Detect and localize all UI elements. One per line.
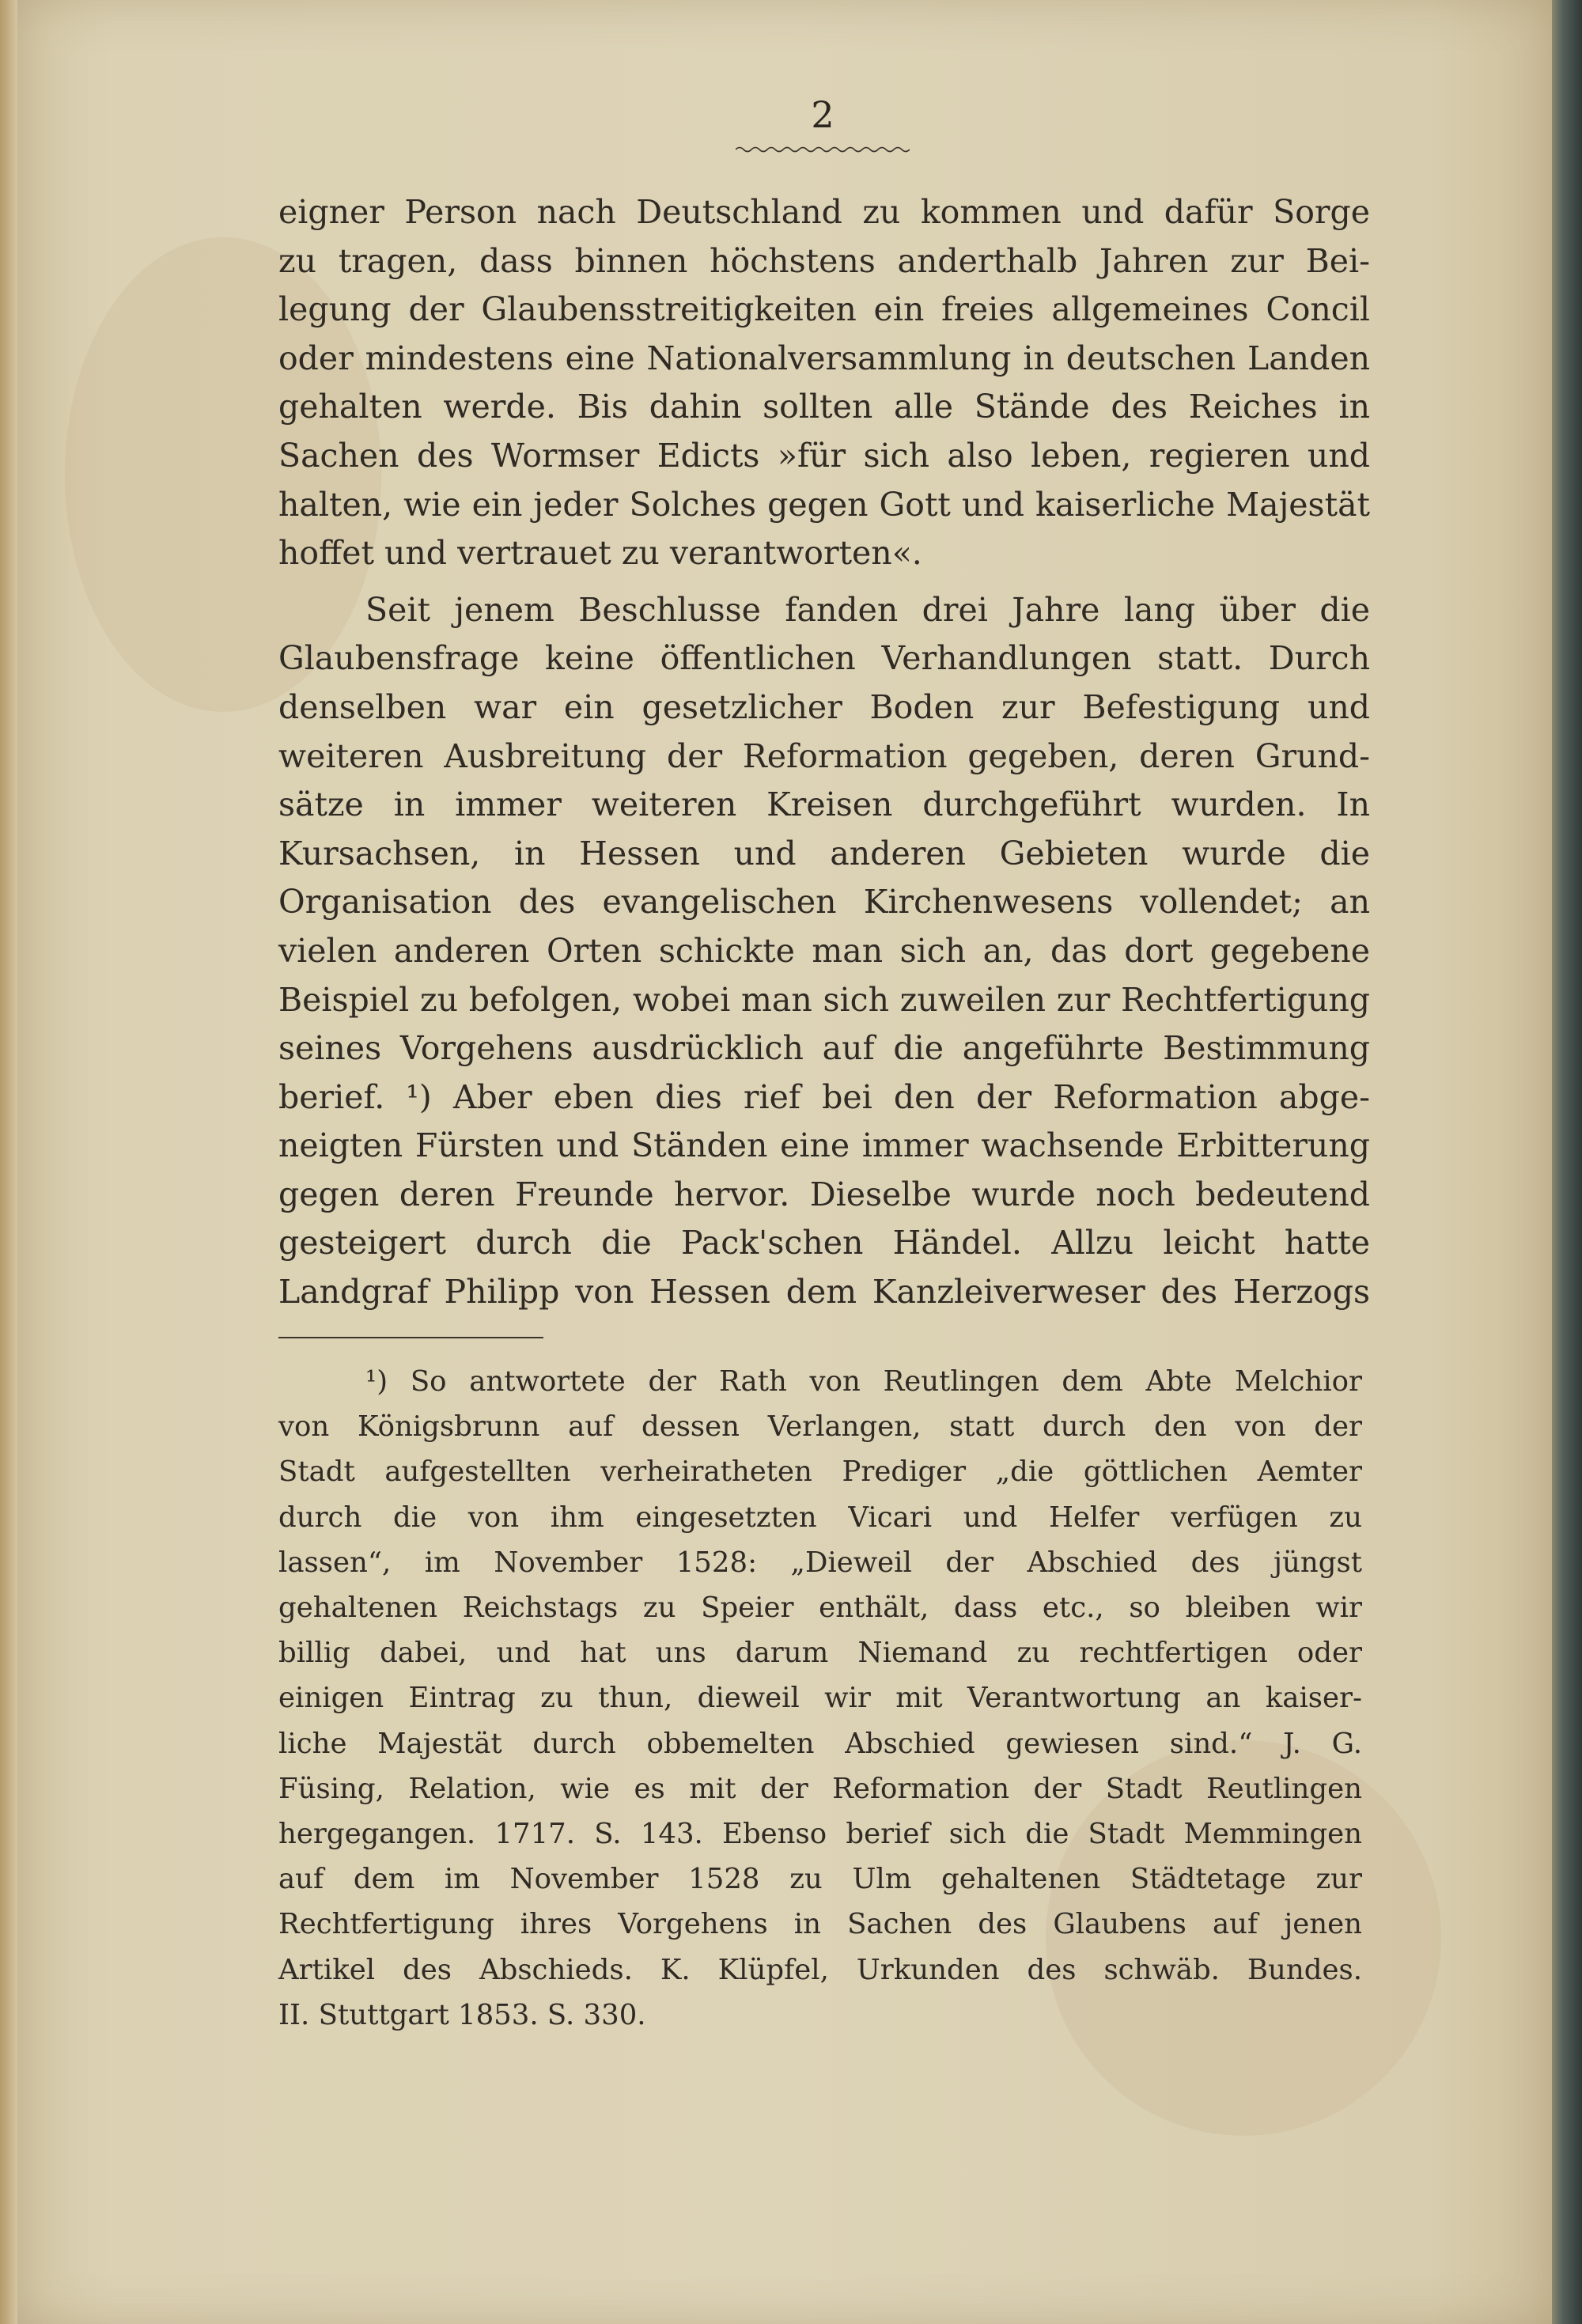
text-line: Seit jenem Beschlusse fanden drei Jahre lang über die: [365, 590, 1370, 629]
text-line: eigner Person nach Deutschland zu kommen und dafür Sorge: [278, 193, 1370, 231]
text-line: hoffet und vertrauet zu verantworten«.: [278, 534, 922, 573]
text-line: Landgraf Philipp von Hessen dem Kanzleiverweser des Herzogs: [278, 1273, 1370, 1312]
text-line: denselben war ein gesetzlicher Boden zur Befestigung und: [278, 687, 1370, 726]
footnote-line: von Königsbrunn auf dessen Verlangen, statt durch den von der: [278, 1410, 1362, 1444]
footnote-line: II. Stuttgart 1853. S. 330.: [278, 1998, 646, 2031]
footnote-line: Rechtfertigung ihres Vorgehens in Sachen des Glaubens auf jenen: [278, 1908, 1362, 1941]
text-line: Organisation des evangelischen Kirchenwesens vollendet; an: [278, 883, 1370, 922]
text-line: oder mindestens eine Nationalversammlung in deutschen Landen: [278, 339, 1370, 377]
text-line: vielen anderen Orten schickte man sich an, das dort gegebene: [278, 931, 1370, 970]
book-binding-edge: [1552, 0, 1582, 2324]
page-number-ornament: [736, 146, 910, 153]
footnote-line: ¹) So antwortete der Rath von Reutlingen dem Abte Melchior: [365, 1365, 1362, 1398]
footnote-line: hergegangen. 1717. S. 143. Ebenso berief sich die Stadt Memmingen: [278, 1818, 1362, 1851]
text-line: berief. ¹) Aber eben dies rief bei den der Reformation abge-: [278, 1077, 1370, 1116]
footnote-line: liche Majestät durch obbemelten Abschied gewiesen sind.“ J. G.: [278, 1727, 1362, 1760]
footnote-line: Stadt aufgestellten verheiratheten Prediger „die göttlichen Aemter: [278, 1455, 1362, 1489]
text-line: sätze in immer weiteren Kreisen durchgeführt wurden. In: [278, 785, 1370, 824]
footnote-line: Füsing, Relation, wie es mit der Reformation der Stadt Reutlingen: [278, 1772, 1362, 1805]
footnote-line: einigen Eintrag zu thun, dieweil wir mit Verantwortung an kaiser-: [278, 1682, 1362, 1715]
text-line: seines Vorgehens ausdrücklich auf die angeführte Bestimmung: [278, 1029, 1370, 1068]
text-line: legung der Glaubensstreitigkeiten ein freies allgemeines Concil: [278, 290, 1370, 329]
footnote-separator: [278, 1337, 543, 1338]
text-line: Sachen des Wormser Edicts »für sich also leben, regieren und: [278, 436, 1370, 475]
footnote-line: Artikel des Abschieds. K. Klüpfel, Urkunden des schwäb. Bundes.: [278, 1953, 1362, 1986]
text-line: weiteren Ausbreitung der Reformation gegeben, deren Grund-: [278, 736, 1370, 775]
footnote-line: gehaltenen Reichstags zu Speier enthält, dass etc., so bleiben wir: [278, 1592, 1362, 1625]
left-page-edge: [0, 0, 17, 2324]
text-line: zu tragen, dass binnen höchstens anderthalb Jahren zur Bei-: [278, 241, 1370, 280]
text-line: gegen deren Freunde hervor. Dieselbe wurde noch bedeutend: [278, 1175, 1370, 1213]
text-line: Glaubensfrage keine öffentlichen Verhandlungen statt. Durch: [278, 639, 1370, 678]
footnote-line: durch die von ihm eingesetzten Vicari und Helfer verfügen zu: [278, 1501, 1362, 1534]
paragraph-2: [278, 586, 1370, 1317]
text-line: gehalten werde. Bis dahin sollten alle Stände des Reiches in: [278, 388, 1370, 426]
main-text: [278, 188, 1370, 1317]
footnote-line: billig dabei, und hat uns darum Niemand zu rechtfertigen oder: [278, 1637, 1362, 1670]
text-line: Beispiel zu befolgen, wobei man sich zuweilen zur Rechtfertigung: [278, 980, 1370, 1019]
footnote-line: auf dem im November 1528 zu Ulm gehaltenen Städtetage zur: [278, 1863, 1362, 1896]
page-number: 2: [811, 93, 835, 136]
text-line: gesteigert durch die Pack'schen Händel. Allzu leicht hatte: [278, 1224, 1370, 1262]
paragraph-1: [278, 188, 1370, 578]
text-line: Kursachsen, in Hessen und anderen Gebieten wurde die: [278, 834, 1370, 872]
footnote: [278, 1359, 1362, 2038]
text-line: halten, wie ein jeder Solches gegen Gott und kaiserliche Majestät: [278, 485, 1370, 524]
text-line: neigten Fürsten und Ständen eine immer wachsende Erbitterung: [278, 1126, 1370, 1165]
footnote-line: lassen“, im November 1528: „Dieweil der Abschied des jüngst: [278, 1546, 1362, 1579]
